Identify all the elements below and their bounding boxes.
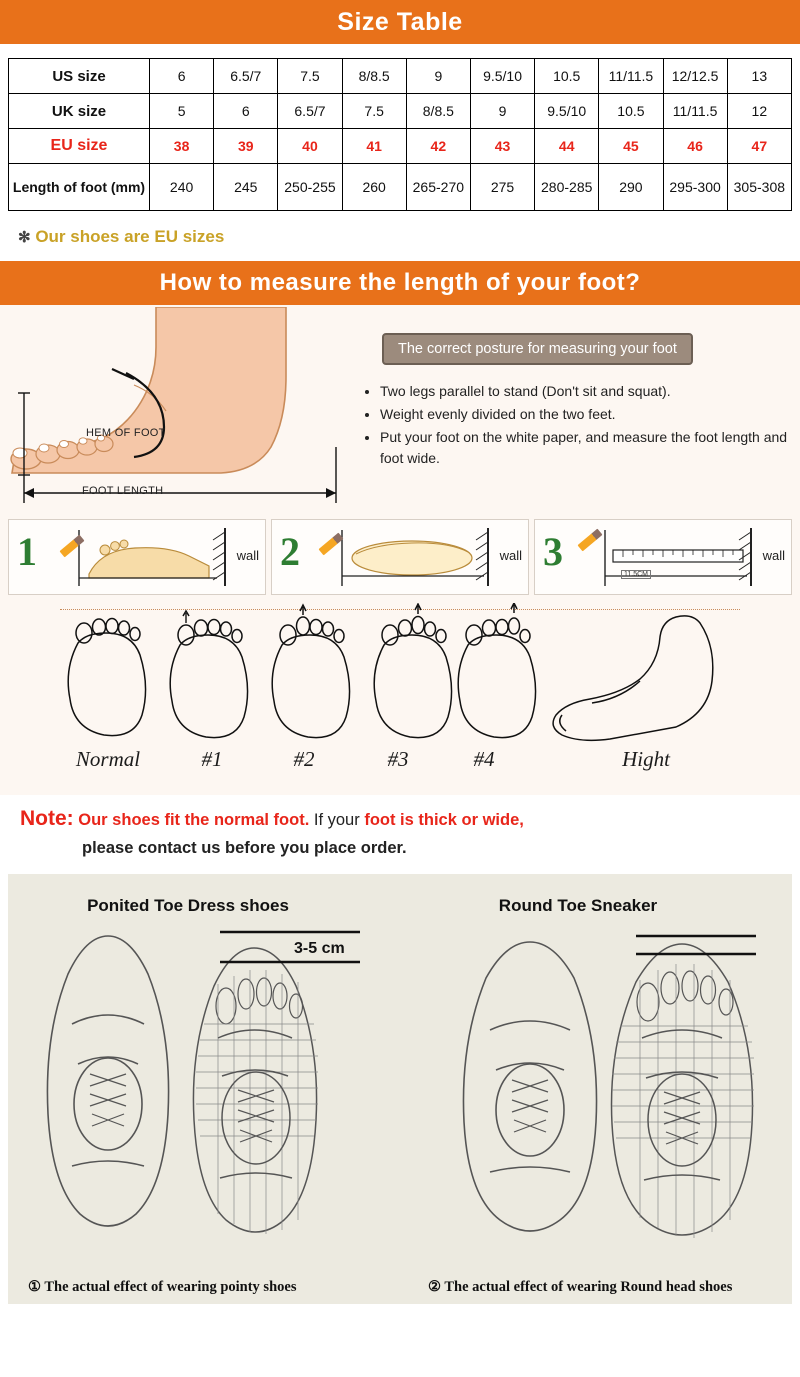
wall-label: wall [499, 548, 522, 563]
foot-label-1: #1 [201, 747, 223, 771]
cell-us-9: 13 [727, 59, 791, 94]
cell-us-5: 9.5/10 [470, 59, 534, 94]
cell-eu-1: 39 [214, 129, 278, 164]
posture-bullets [360, 381, 790, 471]
size-table [8, 58, 792, 211]
size-table-title: Size Table [0, 0, 800, 44]
bullet-item: • Weight evenly divided on the two feet. [380, 404, 790, 425]
foot-length-label: FOOT LENGTH [82, 485, 164, 497]
measure-value: 11.5CM [621, 570, 651, 579]
measure-illustration [0, 305, 800, 515]
foot-label-3: #3 [387, 747, 409, 771]
comparison-caption-left: ① The actual effect of wearing pointy shoes [28, 1279, 297, 1295]
comparison-title-left: Ponited Toe Dress shoes [87, 896, 289, 915]
cell-uk-2: 6.5/7 [278, 94, 342, 129]
step-number: 2 [280, 529, 300, 574]
cell-len-9: 305-308 [727, 164, 791, 211]
foot-shapes-row [0, 595, 800, 795]
cell-uk-6: 9.5/10 [535, 94, 599, 129]
bullet-item: • Two legs parallel to stand (Don't sit and squat). [380, 381, 790, 402]
cell-len-8: 295-300 [663, 164, 727, 211]
shoe-comparison [8, 874, 792, 1304]
step-3 [534, 519, 792, 595]
cell-eu-2: 40 [278, 129, 342, 164]
comparison-title-right: Round Toe Sneaker [498, 896, 658, 915]
cell-eu-6: 44 [535, 129, 599, 164]
eu-size-note-text: Our shoes are EU sizes [35, 227, 225, 246]
table-row-length [9, 164, 792, 211]
comparison-caption-right: ② The actual effect of wearing Round head shoes [428, 1279, 733, 1295]
wall-label: wall [762, 548, 785, 563]
cell-eu-8: 46 [663, 129, 727, 164]
step-2 [271, 519, 529, 595]
step-1 [8, 519, 266, 595]
step-number: 3 [543, 529, 563, 574]
cell-uk-3: 7.5 [342, 94, 406, 129]
note-line2: please contact us before you place order. [82, 839, 407, 857]
step-number: 1 [17, 529, 37, 574]
cell-uk-4: 8/8.5 [406, 94, 470, 129]
asterisk-icon: ✻ [18, 229, 31, 246]
step3-ruler-diagram [579, 520, 789, 594]
cell-len-0: 240 [150, 164, 214, 211]
row-label-length: Length of foot (mm) [9, 164, 150, 211]
cell-eu-7: 45 [599, 129, 663, 164]
wall-hatch-icon [211, 528, 227, 586]
wall-hatch-icon [474, 528, 490, 586]
cell-uk-7: 10.5 [599, 94, 663, 129]
cell-us-8: 12/12.5 [663, 59, 727, 94]
cell-eu-4: 42 [406, 129, 470, 164]
cell-eu-9: 47 [727, 129, 791, 164]
hem-of-foot-label: HEM OF FOOT [86, 427, 166, 439]
cell-len-1: 245 [214, 164, 278, 211]
cell-us-1: 6.5/7 [214, 59, 278, 94]
note-line1-dark: If your [313, 811, 360, 829]
note-line1-red-a: Our shoes fit the normal foot. [78, 811, 310, 829]
foot-label-normal: Normal [75, 747, 141, 771]
bullet-item: • Put your foot on the white paper, and measure the foot length and foot wide. [380, 427, 790, 469]
cell-us-2: 7.5 [278, 59, 342, 94]
size-table-container [0, 44, 800, 211]
cell-len-4: 265-270 [406, 164, 470, 211]
table-row-uk [9, 94, 792, 129]
note-label: Note: [20, 807, 74, 830]
cell-uk-9: 12 [727, 94, 791, 129]
wall-label: wall [236, 548, 259, 563]
row-label-eu: EU size [9, 129, 150, 164]
foot-label-hight: Hight [622, 747, 670, 771]
cell-uk-8: 11/11.5 [663, 94, 727, 129]
cell-eu-0: 38 [150, 129, 214, 164]
cell-len-7: 290 [599, 164, 663, 211]
cell-us-6: 10.5 [535, 59, 599, 94]
cell-us-7: 11/11.5 [599, 59, 663, 94]
row-label-uk: UK size [9, 94, 150, 129]
cell-eu-3: 41 [342, 129, 406, 164]
shoe-outline-diagrams [8, 914, 792, 1304]
cell-len-6: 280-285 [535, 164, 599, 211]
table-row-eu [9, 129, 792, 164]
cell-uk-1: 6 [214, 94, 278, 129]
cell-us-4: 9 [406, 59, 470, 94]
note-line1-red-b: foot is thick or wide, [364, 811, 524, 829]
step2-foot-diagram [316, 520, 526, 594]
posture-box: The correct posture for measuring your foot [382, 333, 693, 365]
cell-eu-5: 43 [470, 129, 534, 164]
eu-size-note [18, 227, 800, 247]
toe-gap-label: 3-5 cm [294, 940, 345, 957]
fit-note [0, 795, 800, 868]
cell-len-2: 250-255 [278, 164, 342, 211]
wall-hatch-icon [737, 528, 753, 586]
row-label-us: US size [9, 59, 150, 94]
cell-us-3: 8/8.5 [342, 59, 406, 94]
measure-steps [0, 515, 800, 595]
foot-side-diagram [6, 307, 366, 507]
step1-foot-diagram [49, 520, 259, 594]
cell-us-0: 6 [150, 59, 214, 94]
measure-title: How to measure the length of your foot? [0, 261, 800, 305]
cell-uk-5: 9 [470, 94, 534, 129]
cell-len-5: 275 [470, 164, 534, 211]
table-row-us [9, 59, 792, 94]
cell-len-3: 260 [342, 164, 406, 211]
foot-label-2: #2 [293, 747, 315, 771]
foot-label-4: #4 [473, 747, 495, 771]
foot-shape-diagrams [0, 603, 800, 753]
cell-uk-0: 5 [150, 94, 214, 129]
